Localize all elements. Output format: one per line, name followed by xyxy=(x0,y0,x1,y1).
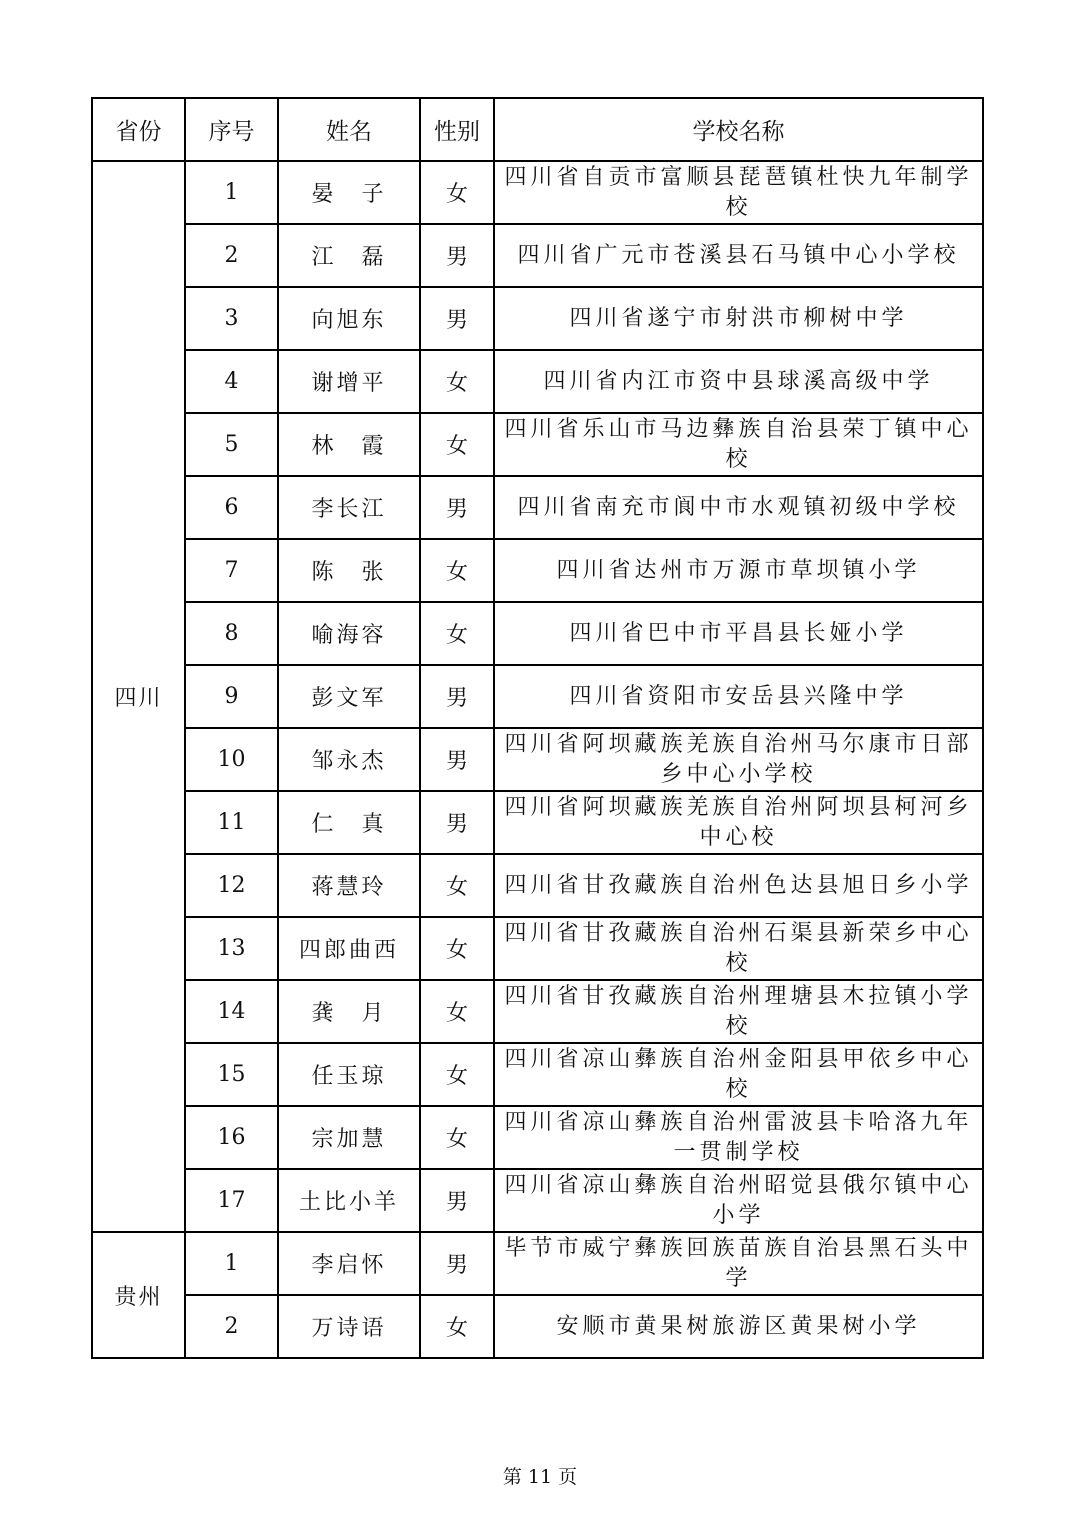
school-cell: 四川省甘孜藏族自治州色达县旭日乡小学 xyxy=(494,854,983,917)
index-cell: 11 xyxy=(185,791,278,854)
table-row xyxy=(92,287,983,350)
index-cell: 6 xyxy=(185,476,278,539)
gender-cell: 女 xyxy=(420,854,494,917)
table-row xyxy=(92,854,983,917)
index-cell: 9 xyxy=(185,665,278,728)
name-cell: 仁 真 xyxy=(278,791,420,854)
gender-cell: 女 xyxy=(420,1043,494,1106)
gender-cell: 男 xyxy=(420,728,494,791)
gender-cell: 女 xyxy=(420,602,494,665)
page-number: 第 11 页 xyxy=(502,1466,578,1488)
gender-cell: 男 xyxy=(420,1232,494,1295)
table-row xyxy=(92,917,983,980)
school-cell: 四川省阿坝藏族羌族自治州马尔康市日部乡中心小学校 xyxy=(494,728,983,791)
index-cell: 12 xyxy=(185,854,278,917)
name-cell: 林 霞 xyxy=(278,413,420,476)
province-cell: 贵州 xyxy=(92,1232,185,1358)
name-cell: 彭文军 xyxy=(278,665,420,728)
school-cell: 四川省甘孜藏族自治州石渠县新荣乡中心校 xyxy=(494,917,983,980)
table-row xyxy=(92,539,983,602)
index-cell: 3 xyxy=(185,287,278,350)
table-row xyxy=(92,1106,983,1169)
table-row xyxy=(92,980,983,1043)
index-cell: 4 xyxy=(185,350,278,413)
table-row xyxy=(92,1043,983,1106)
gender-cell: 女 xyxy=(420,161,494,224)
gender-cell: 女 xyxy=(420,1295,494,1358)
table-row xyxy=(92,413,983,476)
gender-cell: 男 xyxy=(420,665,494,728)
name-cell: 喻海容 xyxy=(278,602,420,665)
index-cell: 2 xyxy=(185,1295,278,1358)
table-row xyxy=(92,161,983,224)
gender-cell: 女 xyxy=(420,413,494,476)
index-cell: 5 xyxy=(185,413,278,476)
name-cell: 宗加慧 xyxy=(278,1106,420,1169)
gender-cell: 男 xyxy=(420,1169,494,1232)
gender-cell: 男 xyxy=(420,476,494,539)
gender-cell: 女 xyxy=(420,1106,494,1169)
name-cell: 龚 月 xyxy=(278,980,420,1043)
school-cell: 四川省资阳市安岳县兴隆中学 xyxy=(494,665,983,728)
school-cell: 四川省凉山彝族自治州昭觉县俄尔镇中心小学 xyxy=(494,1169,983,1232)
table-row xyxy=(92,602,983,665)
header-school: 学校名称 xyxy=(494,98,983,161)
name-cell: 向旭东 xyxy=(278,287,420,350)
index-cell: 2 xyxy=(185,224,278,287)
table-row xyxy=(92,224,983,287)
table-row xyxy=(92,1232,983,1295)
index-cell: 13 xyxy=(185,917,278,980)
name-cell: 万诗语 xyxy=(278,1295,420,1358)
index-cell: 14 xyxy=(185,980,278,1043)
school-cell: 毕节市威宁彝族回族苗族自治县黑石头中学 xyxy=(494,1232,983,1295)
name-cell: 江 磊 xyxy=(278,224,420,287)
name-cell: 土比小羊 xyxy=(278,1169,420,1232)
table-row xyxy=(92,476,983,539)
index-cell: 7 xyxy=(185,539,278,602)
name-cell: 晏 子 xyxy=(278,161,420,224)
table-row xyxy=(92,350,983,413)
school-cell: 四川省广元市苍溪县石马镇中心小学校 xyxy=(494,224,983,287)
table-row xyxy=(92,791,983,854)
name-cell: 李长江 xyxy=(278,476,420,539)
gender-cell: 男 xyxy=(420,791,494,854)
school-cell: 四川省遂宁市射洪市柳树中学 xyxy=(494,287,983,350)
index-cell: 15 xyxy=(185,1043,278,1106)
header-row xyxy=(92,98,983,161)
name-cell: 谢增平 xyxy=(278,350,420,413)
school-cell: 四川省凉山彝族自治州金阳县甲依乡中心校 xyxy=(494,1043,983,1106)
table-row xyxy=(92,665,983,728)
school-cell: 四川省达州市万源市草坝镇小学 xyxy=(494,539,983,602)
name-cell: 四郎曲西 xyxy=(278,917,420,980)
index-cell: 1 xyxy=(185,1232,278,1295)
name-cell: 陈 张 xyxy=(278,539,420,602)
index-cell: 8 xyxy=(185,602,278,665)
gender-cell: 女 xyxy=(420,350,494,413)
school-cell: 安顺市黄果树旅游区黄果树小学 xyxy=(494,1295,983,1358)
school-cell: 四川省内江市资中县球溪高级中学 xyxy=(494,350,983,413)
roster-body xyxy=(92,161,983,1358)
table-row xyxy=(92,1169,983,1232)
name-cell: 邹永杰 xyxy=(278,728,420,791)
school-cell: 四川省凉山彝族自治州雷波县卡哈洛九年一贯制学校 xyxy=(494,1106,983,1169)
school-cell: 四川省阿坝藏族羌族自治州阿坝县柯河乡中心校 xyxy=(494,791,983,854)
header-gender: 性别 xyxy=(420,98,494,161)
index-cell: 10 xyxy=(185,728,278,791)
gender-cell: 女 xyxy=(420,917,494,980)
roster-table xyxy=(91,97,984,1359)
gender-cell: 女 xyxy=(420,539,494,602)
school-cell: 四川省自贡市富顺县琵琶镇杜快九年制学校 xyxy=(494,161,983,224)
name-cell: 蒋慧玲 xyxy=(278,854,420,917)
school-cell: 四川省乐山市马边彝族自治县荣丁镇中心校 xyxy=(494,413,983,476)
name-cell: 李启怀 xyxy=(278,1232,420,1295)
gender-cell: 男 xyxy=(420,224,494,287)
table-row xyxy=(92,728,983,791)
name-cell: 任玉琼 xyxy=(278,1043,420,1106)
school-cell: 四川省甘孜藏族自治州理塘县木拉镇小学校 xyxy=(494,980,983,1043)
gender-cell: 女 xyxy=(420,980,494,1043)
table-row xyxy=(92,1295,983,1358)
school-cell: 四川省巴中市平昌县长娅小学 xyxy=(494,602,983,665)
header-province: 省份 xyxy=(92,98,185,161)
index-cell: 16 xyxy=(185,1106,278,1169)
header-index: 序号 xyxy=(185,98,278,161)
province-cell: 四川 xyxy=(92,161,185,1232)
index-cell: 1 xyxy=(185,161,278,224)
header-name: 姓名 xyxy=(278,98,420,161)
index-cell: 17 xyxy=(185,1169,278,1232)
gender-cell: 男 xyxy=(420,287,494,350)
school-cell: 四川省南充市阆中市水观镇初级中学校 xyxy=(494,476,983,539)
